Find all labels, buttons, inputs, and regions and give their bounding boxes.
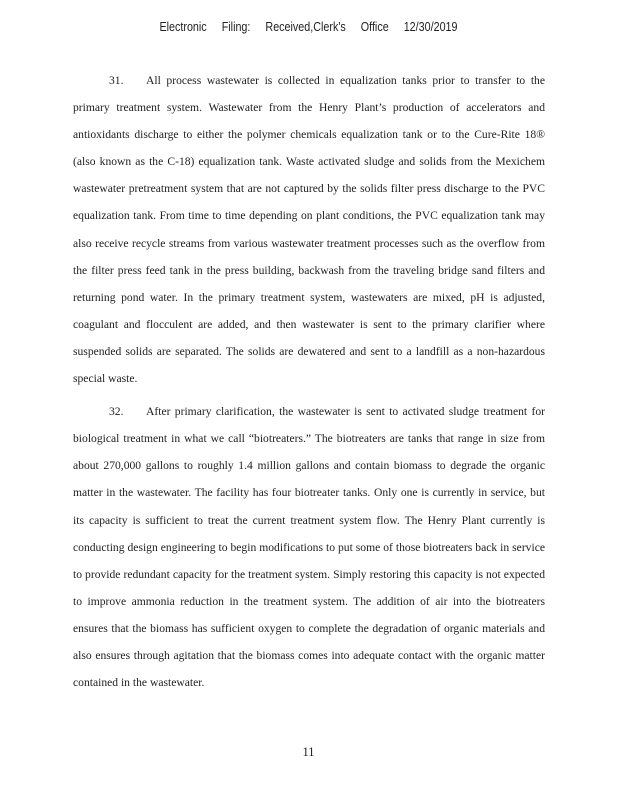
paragraph-number: 32.	[109, 405, 124, 419]
paragraph-32	[73, 398, 545, 696]
paragraph-text: After primary clarification, the wastewater is sent to activated sludge treatment for biological treatment in what we call “biotreaters.” The biotreaters are tanks that range in size from about 270,000 gallons to roughly 1.4 million gallons and contain biomass to degrade the organic matter in the wastewater. The facility has four biotreater tanks. Only one is currently in service, but its capacity is sufficient to treat the current treatment system flow. The Henry Plant currently is conducting design engineering to begin modifications to put some of those biotreaters back in service to provide redundant capacity for the treatment system. Simply restoring this capacity is not expected to improve ammonia reduction in the treatment system. The addition of air into the biotreaters ensures that the biomass has sufficient oxygen to complete the degradation of organic materials and also ensures through agitation that the biomass comes into adequate contact with the organic matter contained in the wastewater.	[73, 405, 545, 690]
header-word-office: Office	[360, 20, 389, 34]
header-word-received-clerks: Received,Clerk's	[265, 20, 346, 34]
header-word-electronic: Electronic	[159, 20, 207, 34]
filing-stamp-header	[43, 20, 574, 34]
paragraph-number: 31.	[109, 74, 124, 87]
paragraph-text: All process wastewater is collected in equalization tanks prior to transfer to the primary treatment system. Wastewater from the Henry Plant’s production of accelerators and antioxidants discharge to either the polymer chemicals equalization tank or to the Cure-Rite 18® (also known as the C-18) equalization tank. Waste activated sludge and solids from the Mexichem wastewater pretreatment system that are not captured by the solids filter press discharge to the PVC equalization tank. From time to time depending on plant conditions, the PVC equalization tank may also receive recycle streams from various wastewater treatment processes such as the overflow from the filter press feed tank in the press building, backwash from the traveling bridge sand filters and returning pond water. In the primary treatment system, wastewaters are mixed, pH is adjusted, coagulant and flocculent are added, and then wastewater is sent to the primary clarifier where suspended solids are separated. The solids are dewatered and sent to a landfill as a non-hazardous special waste.	[73, 74, 545, 386]
header-word-filing: Filing:	[221, 20, 251, 34]
page-number: 11	[302, 745, 315, 759]
paragraph-31	[73, 67, 545, 392]
header-date: 12/30/2019	[403, 20, 458, 34]
document-body	[73, 67, 545, 702]
